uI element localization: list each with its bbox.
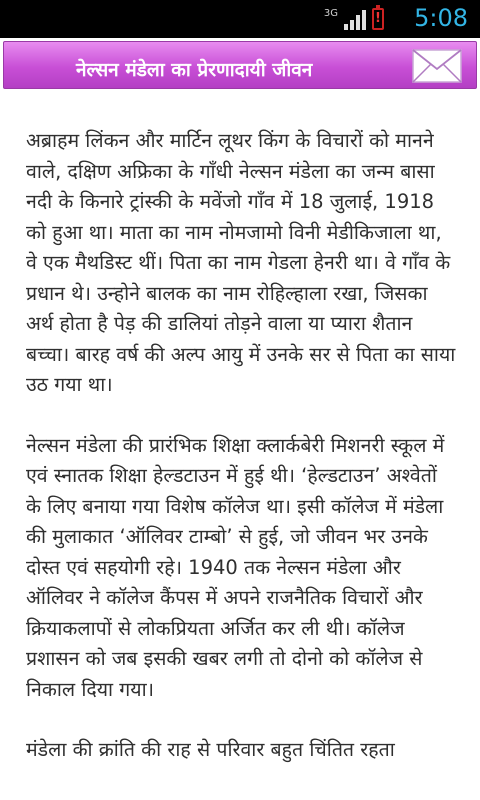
app-header-bar: [3, 41, 477, 89]
signal-strength-icon: [344, 8, 366, 30]
battery-alert-mark: !: [375, 11, 381, 26]
app-header: [0, 38, 480, 92]
article-body: [26, 126, 458, 796]
battery-alert-icon: [372, 8, 384, 30]
envelope-icon: [412, 49, 462, 83]
network-type-label: 3G: [323, 7, 338, 19]
status-clock: 5:08: [414, 4, 468, 32]
status-icons: [324, 6, 384, 32]
article-paragraph-2: नेल्सन मंडेला की प्रारंभिक शिक्षा क्लार्कबेरी मिशनरी स्कूल में एवं स्नातक शिक्षा हेल्डटाउन में हुई थी। ‘हेल्डटाउन’ अश्वेतों के लिए बनाया गया विशेष कॉलेज था। इसी कॉलेज में मंडेला की मुलाकात ‘ऑलिवर टाम्बो’ से हुई, जो जीवन भर उनके दोस्त एवं सहयोगी रहे। 1940 तक नेल्सन मंडेला और ऑलिवर ने कॉलेज कैंपस में अपने राजनैतिक विचारों और क्रियाकलापों से लोकप्रियता अर्जित कर ली थी। कॉलेज प्रशासन को जब इसकी खबर लगी तो दोनो को कॉलेज से निकाल दिया गया।: [26, 433, 445, 701]
mail-button[interactable]: [412, 49, 462, 83]
article-paragraph-1: अब्राहम लिंकन और मार्टिन लूथर किंग के विचारों को मानने वाले, दक्षिण अफ्रिका के गाँधी नेल्सन मंडेला का जन्म बासा नदी के किनारे ट्रांस्की के मवेंजो गाँव में 18 जुलाई, 1918 को हुआ था। माता का नाम नोमजामो विनी मेडीकिजाला था, वे एक मैथडिस्ट थीं। पिता का नाम गेडला हेनरी था। वे गाँव के प्रधान थे। उन्होने बालक का नाम रोहिल्हाला रखा, जिसका अर्थ होता है पेड़ की डालियां तोड़ने वाला या प्यारा शैतान बच्चा। बारह वर्ष की अल्प आयु में उनके सर से पिता का साया उठ गया था।: [26, 129, 456, 396]
page-title: नेल्सन मंडेला का प्रेरणादायी जीवन: [76, 59, 313, 81]
status-bar: [0, 0, 480, 38]
article-paragraph-3: मंडेला की क्रांति की राह से परिवार बहुत चिंतित रहता: [26, 738, 395, 761]
